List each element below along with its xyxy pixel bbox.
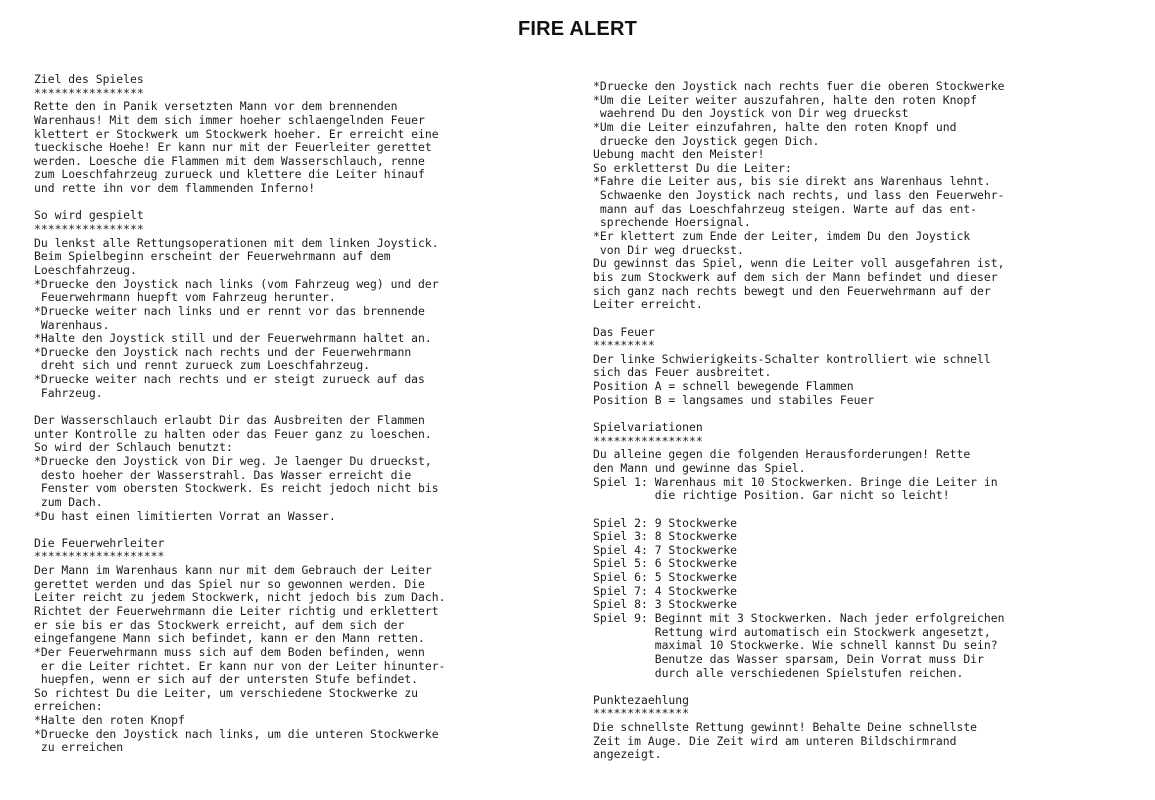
text-line: *Fahre die Leiter aus, bis sie direkt ans Warenhaus lehnt.: [593, 174, 991, 189]
text-line: So wird gespielt: [34, 208, 144, 223]
text-line: [34, 196, 574, 210]
text-line: durch alle verschiedenen Spielstufen reichen.: [593, 665, 964, 680]
text-line: er die Leiter richtet. Er kann nur von der Leiter hinunter-: [34, 658, 446, 673]
text-line: Der Mann im Warenhaus kann nur mit dem Gebrauch der Leiter: [34, 563, 432, 578]
text-line: Position A = schnell bewegende Flammen: [593, 379, 854, 394]
text-line: Beim Spielbeginn erscheint der Feuerwehrmann auf dem: [34, 249, 391, 264]
text-line: *Du hast einen limitierten Vorrat an Wasser.: [34, 508, 336, 523]
text-line: Fahrzeug.: [34, 385, 103, 400]
text-line: Benutze das Wasser sparsam, Dein Vorrat muss Dir: [593, 651, 984, 666]
text-line: Spiel 6: 5 Stockwerke: [593, 570, 738, 585]
text-line: Spiel 4: 7 Stockwerke: [593, 542, 738, 557]
text-line: den Mann und gewinne das Spiel.: [593, 460, 806, 475]
text-line: So wird der Schlauch benutzt:: [34, 440, 233, 455]
text-line: desto hoeher der Wasserstrahl. Das Wasser erreicht die: [34, 467, 412, 482]
text-line: Spiel 5: 6 Stockwerke: [593, 556, 738, 571]
text-line: Warenhaus! Mit dem sich immer hoeher schlaengelnden Feuer: [34, 112, 425, 127]
text-line: Du alleine gegen die folgenden Herausforderungen! Rette: [593, 447, 971, 462]
text-line: eingefangene Mann sich befindet, kann er den Mann retten.: [34, 631, 425, 646]
text-line: *Druecke den Joystick nach rechts fuer die oberen Stockwerke: [593, 79, 1005, 93]
text-line: Der Wasserschlauch erlaubt Dir das Ausbreiten der Flammen: [34, 413, 425, 428]
text-line: *Druecke weiter nach links und er rennt vor das brennende: [34, 303, 425, 318]
text-line: Feuerwehrmann huepft vom Fahrzeug herunter.: [34, 290, 336, 305]
text-line: die richtige Position. Gar nicht so leicht!: [593, 488, 950, 503]
text-line: werden. Loesche die Flammen mit dem Wasserschlauch, renne: [34, 153, 425, 168]
text-line: Rette den in Panik versetzten Mann vor dem brennenden: [34, 99, 398, 114]
text-line: Die schnellste Rettung gewinnt! Behalte Deine schnellste: [593, 720, 978, 735]
text-line: unter Kontrolle zu halten oder das Feuer ganz zu loeschen.: [34, 426, 432, 441]
text-line: sich ganz nach rechts bewegt und den Feuerwehrmann auf der: [593, 283, 991, 298]
text-line: bis zum Stockwerk auf dem sich der Mann befindet und dieser: [593, 269, 998, 284]
right-text-column: [593, 80, 1133, 762]
text-line: Warenhaus.: [34, 317, 110, 332]
text-line: Fenster vom obersten Stockwerk. Es reicht jedoch nicht bis: [34, 481, 439, 496]
text-line: Spielvariationen: [593, 420, 703, 435]
text-line: ****************: [593, 433, 703, 448]
text-line: So richtest Du die Leiter, um verschiedene Stockwerke zu: [34, 685, 419, 700]
text-line: Leiter reicht zu jedem Stockwerk, nicht jedoch bis zum Dach.: [34, 590, 446, 605]
text-line: Punktezaehlung: [593, 692, 690, 707]
text-line: *Er klettert zum Ende der Leiter, imdem Du den Joystick: [593, 229, 971, 244]
text-line: zum Dach.: [34, 494, 103, 509]
text-line: erreichen:: [34, 699, 103, 714]
text-line: waehrend Du den Joystick von Dir weg drueckst: [593, 106, 909, 121]
text-line: *Halte den Joystick still und der Feuerwehrmann haltet an.: [34, 331, 432, 346]
text-line: *Druecke den Joystick nach links (vom Fahrzeug weg) und der: [34, 276, 439, 291]
text-line: *Druecke den Joystick nach links, um die unteren Stockwerke: [34, 726, 439, 741]
text-line: Richtet der Feuerwehrmann die Leiter richtig und erklettert: [34, 603, 439, 618]
text-line: Spiel 7: 4 Stockwerke: [593, 583, 738, 598]
text-line: Position B = langsames und stabiles Feuer: [593, 392, 875, 407]
text-line: Spiel 3: 8 Stockwerke: [593, 529, 738, 544]
text-line: dreht sich und rennt zurueck zum Loeschfahrzeug.: [34, 358, 371, 373]
text-line: [593, 312, 1133, 326]
text-line: Du lenkst alle Rettungsoperationen mit dem linken Joystick.: [34, 235, 439, 250]
text-line: druecke den Joystick gegen Dich.: [593, 133, 820, 148]
text-line: maximal 10 Stockwerke. Wie schnell kannst Du sein?: [593, 638, 998, 653]
text-line: Leiter erreicht.: [593, 297, 703, 312]
text-line: *Der Feuerwehrmann muss sich auf dem Boden befinden, wenn: [34, 644, 425, 659]
text-line: Spiel 2: 9 Stockwerke: [593, 515, 738, 530]
text-line: **************: [593, 706, 690, 721]
text-line: gerettet werden und das Spiel nur so gewonnen werden. Die: [34, 576, 425, 591]
text-line: *******************: [34, 549, 165, 564]
text-line: [593, 503, 1133, 517]
text-line: sprechende Hoersignal.: [593, 215, 751, 230]
text-line: *Um die Leiter einzufahren, halte den roten Knopf und: [593, 119, 957, 134]
text-line: *Halte den roten Knopf: [34, 713, 185, 728]
left-text-column: [34, 73, 574, 755]
text-line: zum Loeschfahrzeug zurueck und klettere die Leiter hinauf: [34, 167, 425, 182]
text-line: [34, 400, 574, 414]
text-line: *Um die Leiter weiter auszufahren, halte den roten Knopf: [593, 92, 978, 107]
text-line: Loeschfahrzeug.: [34, 262, 137, 277]
text-line: sich das Feuer ausbreitet.: [593, 365, 772, 380]
text-line: Uebung macht den Meister!: [593, 147, 765, 162]
text-line: Schwaenke den Joystick nach rechts, und lass den Feuerwehr-: [593, 188, 1005, 203]
text-line: Ziel des Spieles: [34, 72, 144, 86]
text-line: Du gewinnst das Spiel, wenn die Leiter voll ausgefahren ist,: [593, 256, 1005, 271]
text-line: [593, 680, 1133, 694]
text-line: Die Feuerwehrleiter: [34, 535, 165, 550]
text-line: mann auf das Loeschfahrzeug steigen. Warte auf das ent-: [593, 201, 978, 216]
text-line: Spiel 9: Beginnt mit 3 Stockwerken. Nach jeder erfolgreichen: [593, 610, 1005, 625]
text-line: er sie bis er das Stockwerk erreicht, auf dem sich der: [34, 617, 405, 632]
text-line: zu erreichen: [34, 740, 124, 755]
text-line: *Druecke den Joystick nach rechts und der Feuerwehrmann: [34, 344, 412, 359]
text-line: *********: [593, 338, 655, 353]
text-line: [593, 407, 1133, 421]
text-line: So erkletterst Du die Leiter:: [593, 160, 792, 175]
text-line: huepfen, wenn er sich auf der untersten Stufe befindet.: [34, 672, 419, 687]
text-line: Spiel 8: 3 Stockwerke: [593, 597, 738, 612]
text-line: Der linke Schwierigkeits-Schalter kontrolliert wie schnell: [593, 351, 991, 366]
page-title: FIRE ALERT: [517, 18, 638, 40]
text-line: klettert er Stockwerk um Stockwerk hoeher. Er erreicht eine: [34, 126, 439, 141]
text-line: von Dir weg drueckst.: [593, 242, 744, 257]
text-line: Das Feuer: [593, 324, 655, 339]
text-line: und rette ihn vor dem flammenden Inferno!: [34, 181, 316, 196]
text-line: Spiel 1: Warenhaus mit 10 Stockwerken. Bringe die Leiter in: [593, 474, 998, 489]
text-line: Zeit im Auge. Die Zeit wird am unteren Bildschirmrand: [593, 733, 957, 748]
text-line: *Druecke den Joystick von Dir weg. Je laenger Du drueckst,: [34, 453, 432, 468]
text-line: Rettung wird automatisch ein Stockwerk angesetzt,: [593, 624, 991, 639]
text-line: angezeigt.: [593, 747, 662, 762]
text-line: ****************: [34, 85, 144, 100]
text-line: ****************: [34, 222, 144, 237]
text-line: tueckische Hoehe! Er kann nur mit der Feuerleiter gerettet: [34, 140, 432, 155]
text-line: [34, 523, 574, 537]
text-line: *Druecke weiter nach rechts und er steigt zurueck auf das: [34, 372, 425, 387]
